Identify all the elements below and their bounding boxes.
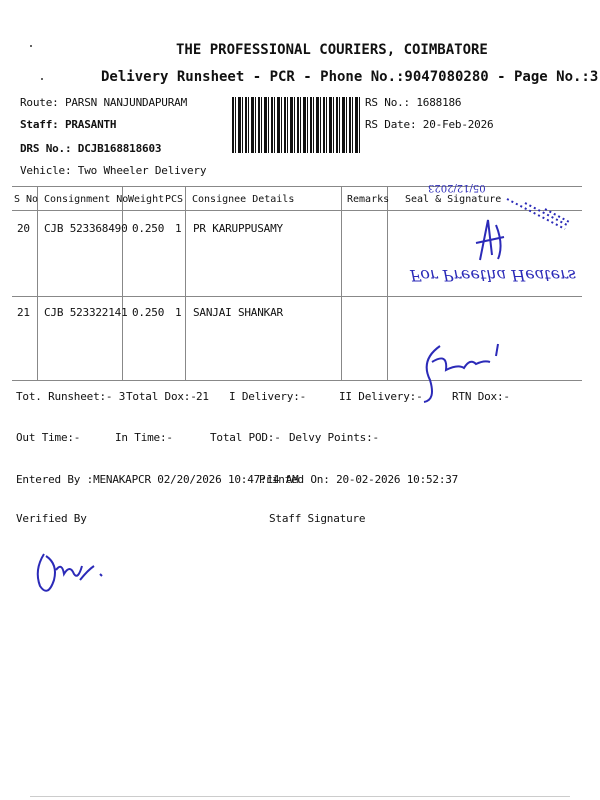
delvy-points: Delvy Points:- (289, 431, 379, 444)
col-header-consignee: Consignee Details (192, 194, 295, 205)
rs-number: RS No.: 1688186 (365, 96, 462, 109)
row-weight: 0.250 (132, 306, 165, 319)
vehicle-label: Vehicle: Two Wheeler Delivery (20, 164, 207, 177)
total-dox-value: 21 (196, 390, 209, 403)
tot-runsheet: Tot. Runsheet:- 3 (16, 390, 126, 403)
col-header-seal: Seal & Signature (405, 194, 502, 205)
rs-date: RS Date: 20-Feb-2026 (365, 118, 494, 131)
table-top-rule (12, 186, 582, 187)
row-sno: 20 (17, 222, 30, 235)
col-header-weight: Weight (128, 194, 165, 205)
drs-number: DRS No.: DCJB168818603 (20, 142, 162, 155)
entered-by: Entered By :MENAKAPCR 02/20/2026 10:47:14 AM (16, 473, 299, 486)
route-label: Route: PARSN NANJUNDAPURAM (20, 96, 187, 109)
in-time: In Time:- (115, 431, 173, 444)
page-bottom-edge (30, 796, 570, 797)
row-divider (12, 296, 582, 297)
row-consignee: PR KARUPPUSAMY (193, 222, 283, 235)
total-pod: Total POD:- (210, 431, 281, 444)
row-consignment: CJB 523368490 (44, 222, 128, 235)
i-delivery: I Delivery:- (229, 390, 307, 403)
scan-speck (30, 45, 32, 47)
verifier-signature (30, 540, 110, 600)
scan-speck (41, 78, 43, 80)
company-title: THE PROFESSIONAL COURIERS, COIMBATORE (176, 42, 488, 58)
table-header-rule (12, 210, 582, 211)
row-weight: 0.250 (132, 222, 165, 235)
staff-signature-label: Staff Signature (269, 512, 366, 525)
col-divider (37, 186, 38, 380)
date-stamp: 05/12/2023 (428, 182, 486, 193)
row-sno: 21 (17, 306, 30, 319)
stamp-dash-mark (505, 195, 575, 235)
company-stamp: For Preetha Heaters (410, 266, 577, 285)
ii-delivery: II Delivery:- (339, 390, 423, 403)
col-divider (341, 186, 342, 380)
rtn-dox: RTN Dox:- (452, 390, 510, 403)
verified-by-label: Verified By (16, 512, 87, 525)
col-divider (122, 186, 123, 380)
col-header-consignment: Consignment No (44, 194, 129, 205)
row-consignment: CJB 523322141 (44, 306, 128, 319)
col-divider (185, 186, 186, 380)
col-header-remarks: Remarks (347, 194, 390, 205)
row-pcs: 1 (175, 222, 182, 235)
signature-scribble-1 (470, 215, 510, 265)
col-header-pcs: PCS (165, 194, 184, 205)
col-header-sno: S No (14, 194, 39, 205)
runsheet-subtitle: Delivery Runsheet - PCR - Phone No.:9047080280 - Page No.:3 (101, 69, 599, 85)
printed-on: Printed On: 20-02-2026 10:52:37 (259, 473, 459, 486)
row-pcs: 1 (175, 306, 182, 319)
staff-label: Staff: PRASANTH (20, 118, 117, 131)
total-dox-label: Total Dox:- (126, 390, 197, 403)
out-time: Out Time:- (16, 431, 81, 444)
barcode (232, 97, 360, 153)
col-divider (387, 186, 388, 380)
row-consignee: SANJAI SHANKAR (193, 306, 283, 319)
